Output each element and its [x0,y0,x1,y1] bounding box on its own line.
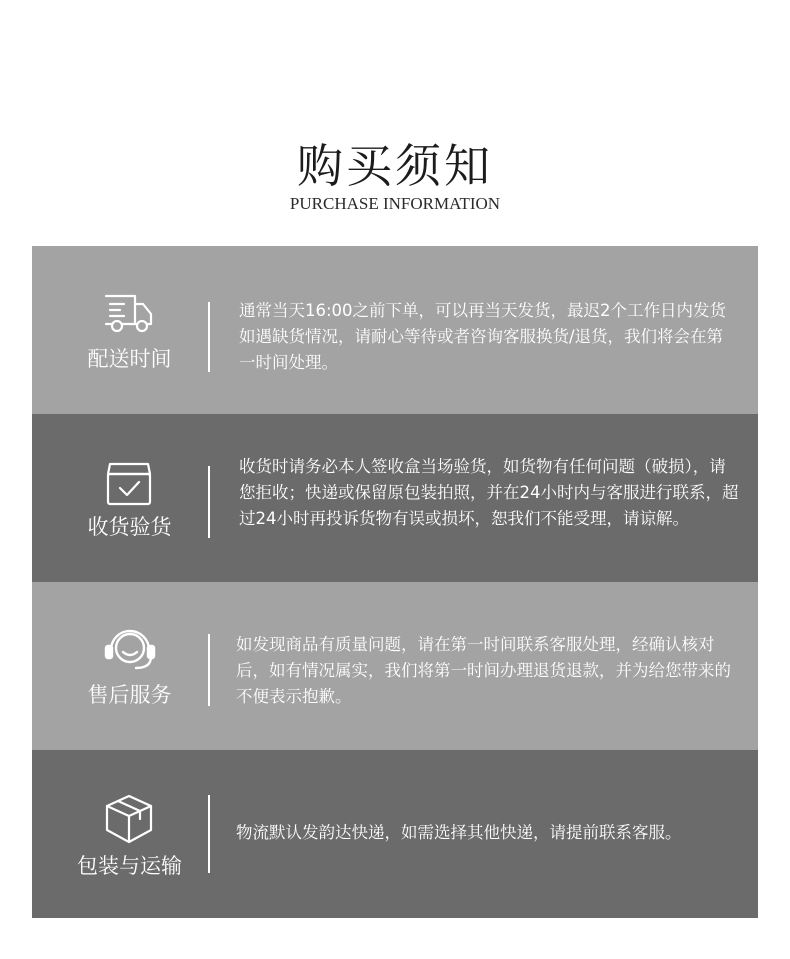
package-box-icon [105,794,155,844]
section-text: 物流默认发韵达快递，如需选择其他快递，请提前联系客服。 [236,823,682,842]
section-text: 收货时请务必本人签收盒当场验货，如货物有任何问题（破损），请您拒收；快递或保留原包装拍照，并在24小时内与客服进行联系，超过24小时再投诉货物有误或损坏，恕我们不能受理，请谅解。 [239,457,739,528]
section-text: 通常当天16:00之前下单，可以再当天发货，最迟2个工作日内发货如遇缺货情况，请耐心等待或者咨询客服换货/退货，我们将会在第一时间处理。 [239,301,727,372]
page-title: 购买须知 [297,139,493,193]
section-receipt-inspection [32,414,758,582]
page-header [0,138,790,214]
section-label: 售后服务 [87,683,172,707]
section-text: 如发现商品有质量问题，请在第一时间联系客服处理，经确认核对后，如有情况属实，我们将第一时间办理退货退款，并为给您带来的不便表示抱歉。 [236,635,731,706]
divider [208,466,210,538]
section-label: 收货验货 [87,515,172,539]
section-delivery-time [32,246,758,414]
divider [208,634,210,706]
section-label: 包装与运输 [77,854,182,878]
headset-service-icon [102,624,158,674]
section-label: 配送时间 [87,347,172,371]
divider [208,795,210,873]
delivery-truck-icon [104,292,154,342]
section-after-sales [32,582,758,750]
package-check-icon [104,462,154,512]
page-subtitle: PURCHASE INFORMATION [289,194,501,213]
section-packaging-shipping [32,750,758,918]
divider [208,302,210,372]
